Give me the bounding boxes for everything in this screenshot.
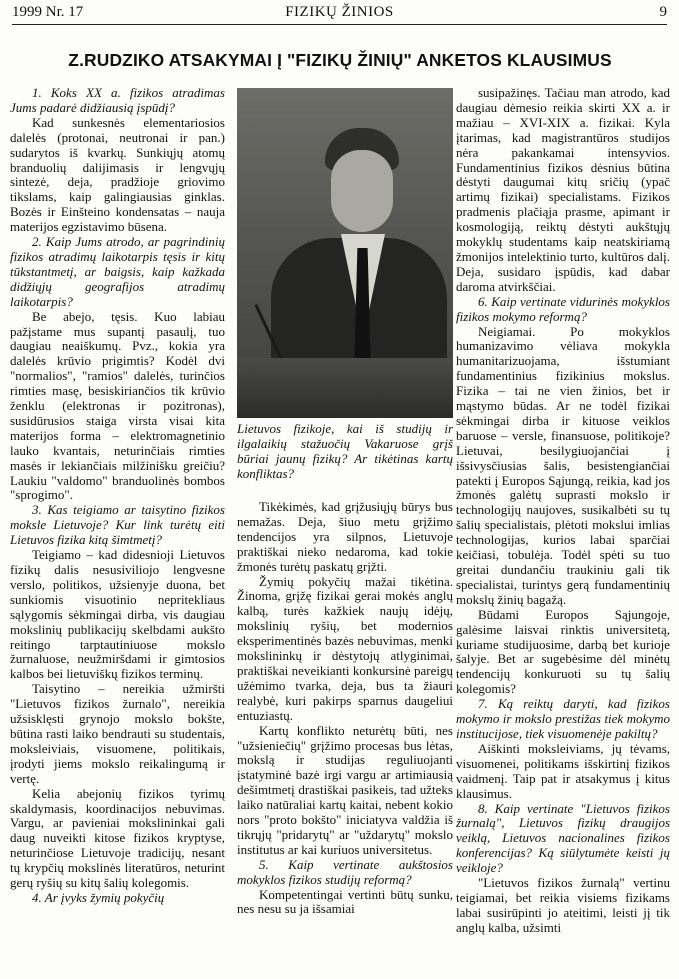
- column-3: [456, 86, 670, 971]
- answer-paragraph: Aiškinti moksleiviams, jų tėvams, visuomenei, politikams išskirtinį fizikos vaidmenį. Taip pat ir atsakymus į kitus klausimus.: [456, 740, 670, 801]
- answer-paragraph: Teigiamo – kad didesnioji Lietuvos fizikų dalis nesusiviliojo lengvesne verslo, politikos, užsienyje duona, bet sunkiomis visuotinio nepritekliaus sąlygomis sėkmingai dirba, vis daugiau mokslinių publikacijų skelbdami aukšto reitingo tarptautiniuose mokslo žurnaluose, neužmiršdami ir gimtosios kalbos bei lietuviškų fizikos terminų.: [10, 547, 225, 682]
- answer-paragraph: Kad sunkesnės elementariosios dalelės (protonai, neutronai ir pan.) sudarytos iš kvarkų. Sunkiųjų atomų branduolių dalijimasis ir lengvųjų sintezė, deja, pradžioje griovimo tikslams, kaip galingiausias ginklas. Bozės ir Einšteino kondensatas – nauja materijos egzistavimo būsena.: [10, 114, 225, 235]
- question-paragraph: 3. Kas teigiamo ar taisytino fizikos moksle Lietuvoje? Kur link turėtų eiti Lietuvos fizika kitą šimtmetį?: [10, 502, 225, 548]
- answer-paragraph: Tikėkimės, kad grįžusiųjų būrys bus nemažas. Deja, šiuo metu grįžimo tendencijos yra silpnos, Lietuvoje praktiškai nieko nedaroma, kad tokie žmonės turėtų paskatų grįžti.: [237, 500, 453, 574]
- running-header: [12, 2, 667, 25]
- article-title: Z.RUDZIKO ATSAKYMAI Į "FIZIKŲ ŽINIŲ" ANKETOS KLAUSIMUS: [68, 50, 612, 70]
- question-continued: Lietuvos fizikoje, kai iš studijų ir ilgalaikių stažuočių Vakaruose grįš būriai jaunų fizikų? Ar tikėtinas kartų konfliktas?: [237, 422, 453, 481]
- column-2: [237, 500, 453, 971]
- question-paragraph: 4. Ar įvyks žymių pokyčių: [32, 889, 165, 905]
- portrait-photo: [237, 88, 453, 418]
- issue-label: 1999 Nr. 17: [12, 4, 84, 20]
- answer-paragraph: Taisytino – nereikia užmiršti "Lietuvos fizikos žurnalo", nereikia užsisklęsti grynojo mokslo bokšte, būtina rasti laiko bendrauti su studentais, moksleiviais, visuomene, politikais, įrodyti jiems mokslo reikalingumą ir vertę.: [10, 681, 225, 786]
- answer-paragraph: Kartų konflikto neturėtų būti, nes "užsieniečių" grįžimo procesas bus lėtas, mokslą ir studijas reguliuojanti įstatyminė bazė irgi vargu ar artimiausią dešimtmetį drastiškai pasikeis, tad užteks laiko natūraliai kartų kaitai, nebent kokio nors "proto bokšto" iniciatyva valdžia iš tikrųjų "pridarytų" ar "uždarytų" mokslo institutus ar kai kuriuos universitetus.: [237, 722, 453, 857]
- column-1: [10, 86, 225, 971]
- question-paragraph: 1. Koks XX a. fizikos atradimas Jums padarė didžiausią įspūdį?: [10, 86, 225, 115]
- answer-paragraph: Žymių pokyčių mažai tikėtina. Žinoma, grįžę fizikai gerai mokės anglų kalbą, turės kažkiek naujų idėjų, mokslinių ryšių, bet modernios eksperimentinės bazės nebuvimas, menki mokslininkų ir dėstytojų atlyginimai, praktiškai neveikianti konkursinė pareigų užėmimo tvarka, deja, bus ta žiauri realybė, kuri pakirps sparnus daugeliui entuziastų.: [237, 573, 453, 723]
- answer-paragraph: Kompetentingai vertinti būtų sunku, nes nesu su ja išsamiai: [237, 886, 453, 917]
- question-paragraph: 2. Kaip Jums atrodo, ar pagrindinių fizikos atradimų laikotarpis tęsis ir kitų tūkstantmetį, ar baigsis, kaip kažkada didžiųjų geografijos atradimų laikotarpis?: [10, 234, 225, 309]
- answer-paragraph: Neigiamai. Po mokyklos humanizavimo vėliava mokykla humanitarizuojama, išstumiant fundamentinius fizikinius mokslus. Fizika – tai ne vien žinios, bet ir mąstymo būdas. Ar ne todėl fizikai sėkmingai dirba ir kituose veiklos baruose – versle, finansuose, politikoje? Lietuvai, besilygiuojančiai į išsivysčiusias šalis, besistengiančiai patekti į Europos Sąjungą, reikia, kad jos žmonės galėtų suprasti mokslo ir technologijų naujoves, susikalbėti su tų šalių specialistais, plėtoti mokslui imlias technologijas, kurios labai sparčiai keičiasi, tobulėja. Todėl spėti su tuo greitai dundančiu traukiniu gali tik specialistai, turintys gerą fundamentinių mokslų žinių bagažą.: [456, 323, 670, 607]
- page-number: 9: [659, 4, 667, 20]
- journal-name: FIZIKŲ ŽINIOS: [285, 4, 394, 20]
- question-paragraph: 6. Kaip vertinate vidurinės mokyklos fizikos mokymo reformą?: [456, 293, 670, 324]
- answer-paragraph: Kelia abejonių fizikos tyrimų skaldymasis, koordinacijos nebuvimas. Vargu, ar pavieniai mokslininkai gali daug nuveikti kitose fizikos kryptyse, neturinčiose Lietuvoje tradicijų, nesant tų krypčių mokslinės literatūros, neturint gerų ryšių su kitų šalių kolegomis.: [10, 785, 225, 891]
- column-2-caption-block: [237, 422, 453, 500]
- question-paragraph: 5. Kaip vertinate aukštosios mokyklos fizikos studijų reformą?: [237, 856, 453, 887]
- answer-paragraph: susipažinęs. Tačiau man atrodo, kad daugiau dėmesio reikia skirti XX a. ir mažiau – XVI-XIX a. fizikai. Kyla įtarimas, kad magistrantūros studijos nėra pakankamai intensyvios. Fundamentinius fizikos dėsnius būtina dėstyti daugumai kitų sričių (ypač artimų fizikai) specialistams. Fizikos pradmenis plačiąja prasme, apimant ir kosmologiją, reiktų dėstyti aukštųjų mokyklų studentams kaip neatskiriamą žmonijos intelektinio turto, kultūros dalį. Deja, susidaro įspūdis, kad dabar daroma atvirkščiai.: [456, 86, 670, 294]
- question-paragraph: 7. Ką reiktų daryti, kad fizikos mokymo ir mokslo prestižas tiek mokymo institucijose, tiek visuomenėje pakiltų?: [456, 696, 670, 741]
- question-paragraph: 8. Kaip vertinate "Lietuvos fizikos žurnalą", Lietuvos fizikų draugijos veiklą, Lietuvos nacionalines fizikos konferencijas? Ką siūlytumėte keisti jų veikloje?: [456, 800, 670, 876]
- answer-paragraph: Būdami Europos Sąjungoje, galėsime laisvai rinktis universitetą, kuriame studijuosime, darbą bet kurioje šalyje. Bet ar sugebėsime dėl minėtų tendencijų konkuruoti su tų šalių kolegomis?: [456, 606, 670, 697]
- answer-paragraph: "Lietuvos fizikos žurnalą" vertinu teigiamai, bet reikia visiems fizikams labai susirūpinti jo ateitimi, leisti jį tik anglų kalba, užsimti: [456, 875, 670, 935]
- answer-paragraph: Be abejo, tęsis. Kuo labiau pažįstame mus supantį pasaulį, tuo daugiau neaiškumų. Pvz., kokia yra dalelės krūvio prigimtis? Kodėl dvi "normalios", "ramios" dalelės, turinčios rimties masę, besiskiriančios tik krūvio ženklu (elektronas ir pozitronas), susidūrusios staiga virsta visai kita materijos forma – elektromagnetinio lauko kvantais, neturinčiais rimties masės ir lekiančiais milžinišku greičiu? Laukiu "valdomo" branduolinės bombos "sprogimo".: [10, 308, 225, 503]
